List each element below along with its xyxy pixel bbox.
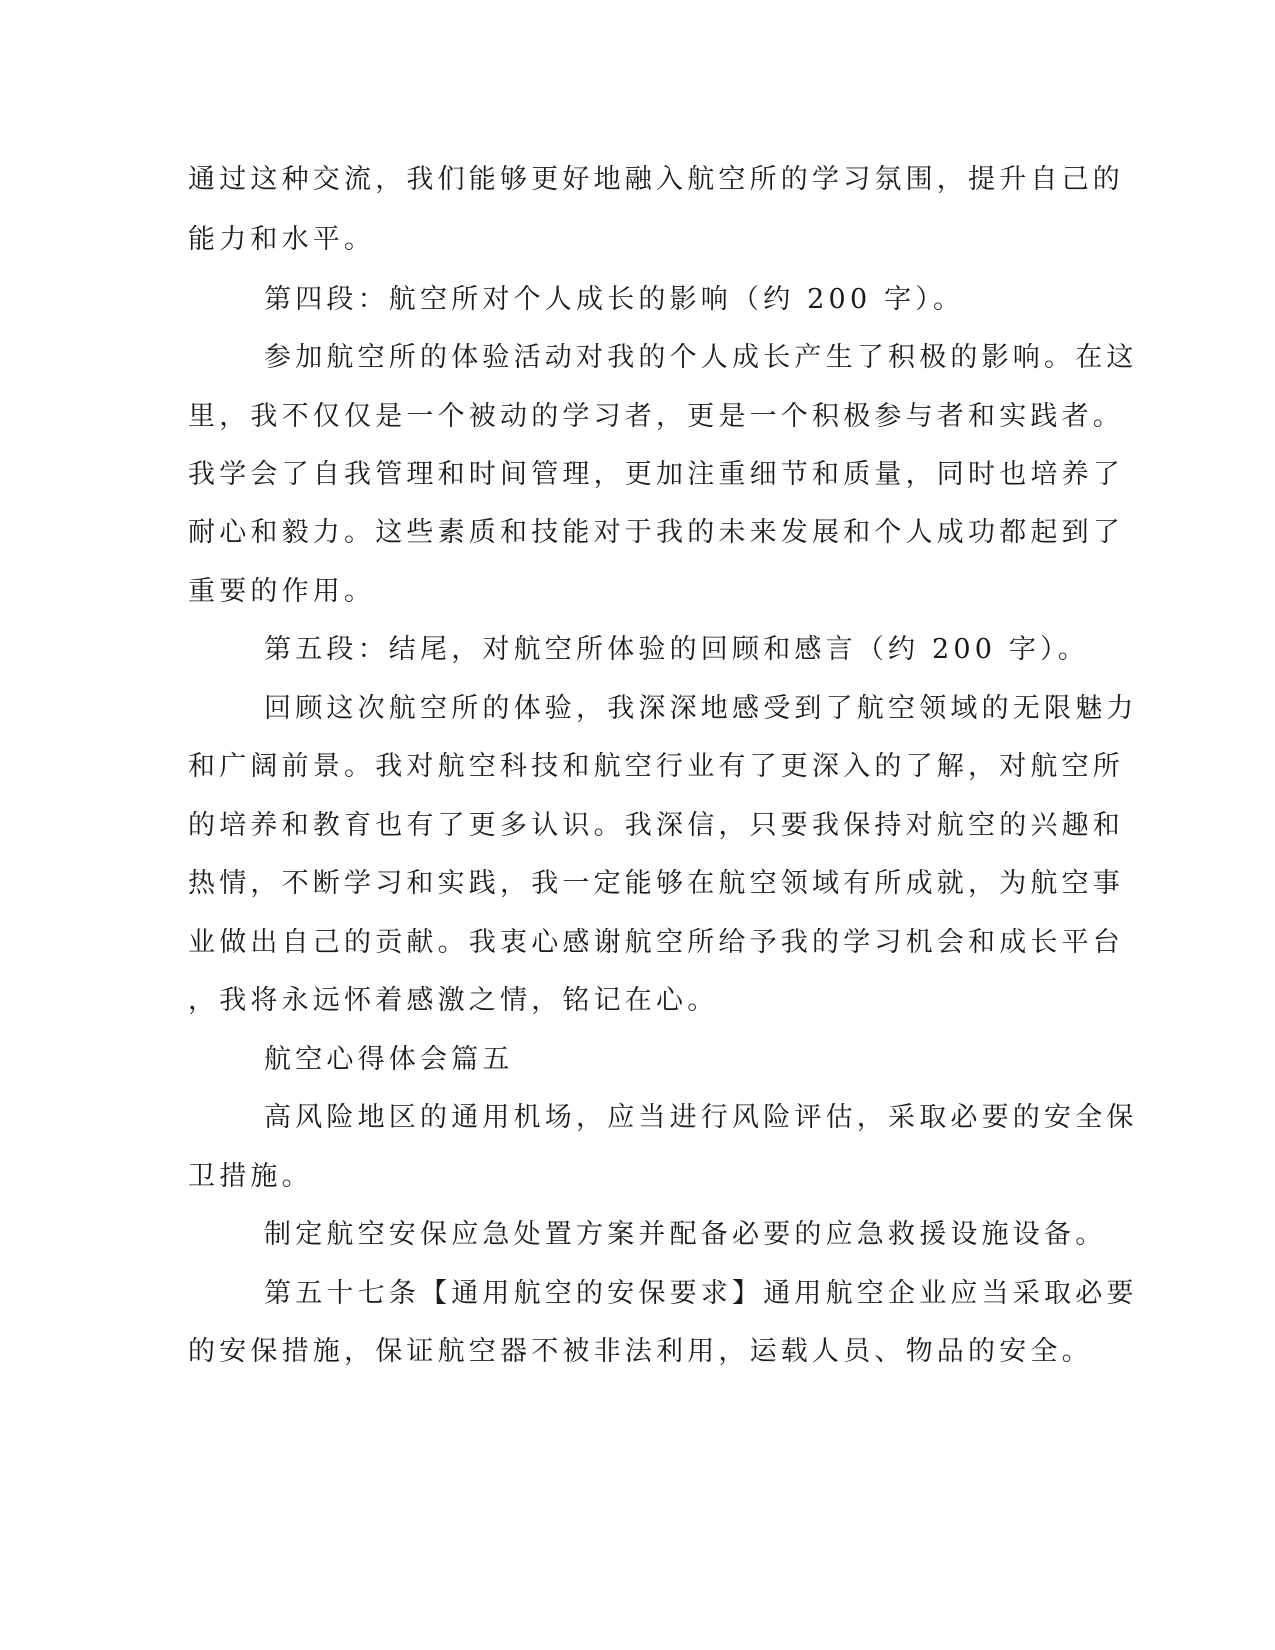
paragraph-line: 回顾这次航空所的体验，我深深地感受到了航空领域的无限魅力 [264, 693, 1138, 724]
paragraph-line: 业做出自己的贡献。我衷心感谢航空所给予我的学习机会和成长平台 [188, 927, 1124, 958]
paragraph-line: 能力和水平。 [188, 224, 376, 255]
paragraph-line: 耐心和毅力。这些素质和技能对于我的未来发展和个人成功都起到了 [188, 517, 1124, 548]
paragraph-line: 第五十七条【通用航空的安保要求】通用航空企业应当采取必要 [264, 1278, 1138, 1309]
paragraph-line: 的培养和教育也有了更多认识。我深信，只要我保持对航空的兴趣和 [188, 810, 1124, 841]
paragraph-line: 我学会了自我管理和时间管理，更加注重细节和质量，同时也培养了 [188, 459, 1124, 490]
section-heading: 第五段：结尾，对航空所体验的回顾和感言（约 200 字）。 [264, 634, 1089, 665]
paragraph-line: 和广阔前景。我对航空科技和航空行业有了更深入的了解，对航空所 [188, 751, 1124, 782]
paragraph-line: 参加航空所的体验活动对我的个人成长产生了积极的影响。在这 [264, 342, 1138, 373]
paragraph-line: 高风险地区的通用机场，应当进行风险评估，采取必要的安全保 [264, 1102, 1138, 1133]
paragraph-line: 的安保措施，保证航空器不被非法利用，运载人员、物品的安全。 [188, 1336, 1093, 1367]
paragraph-line: 卫措施。 [188, 1161, 313, 1192]
paragraph-line: 重要的作用。 [188, 576, 376, 607]
paragraph-line: 热情，不断学习和实践，我一定能够在航空领域有所成就，为航空事 [188, 868, 1124, 899]
section-heading: 航空心得体会篇五 [264, 1044, 514, 1075]
section-heading: 第四段：航空所对个人成长的影响（约 200 字）。 [264, 284, 965, 315]
paragraph-line: 通过这种交流，我们能够更好地融入航空所的学习氛围，提升自己的 [188, 164, 1124, 195]
paragraph-line: 里，我不仅仅是一个被动的学习者，更是一个积极参与者和实践者。 [188, 401, 1124, 432]
paragraph-line: 制定航空安保应急处置方案并配备必要的应急救援设施设备。 [264, 1219, 1107, 1250]
paragraph-line: ，我将永远怀着感激之情，铭记在心。 [188, 985, 719, 1016]
